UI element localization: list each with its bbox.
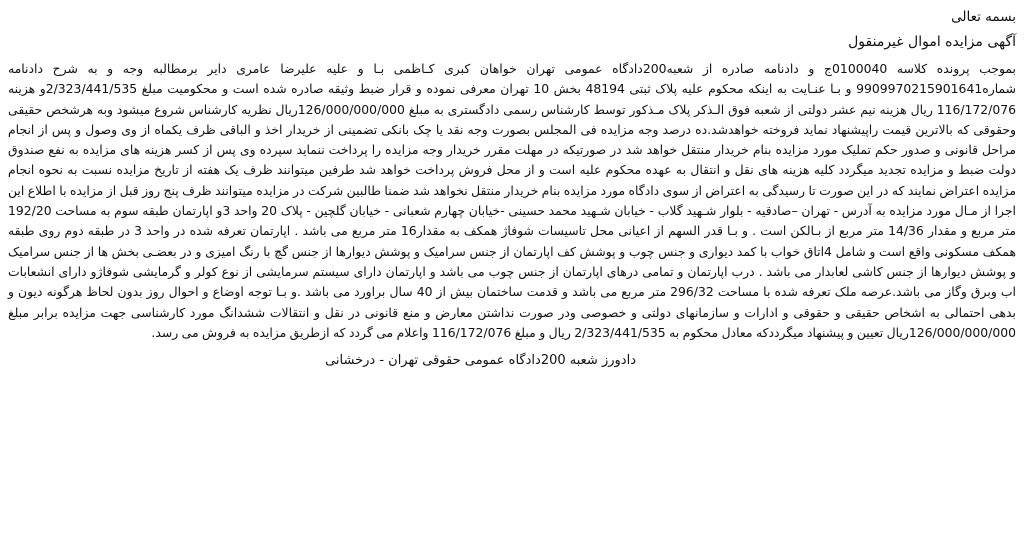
basmala-heading: بسمه تعالی xyxy=(951,9,1016,25)
notice-body: بموجب پرونده کلاسه 0100040ج و دادنامه صادره از شعبه200دادگاه عمومی تهران خواهان کبری کـاظمی بـا و علیه علیرضا عامری دایر برمطالبه وجه و به شرح دادنامه شماره9909970215901641 و بـا عنـایت به اینکه محکوم علیه پلاک ثبتی 48194 بخش 10 تهران معرفی نموده و قرار ضبط وثیقه صادره شده است و محکومیت مبلغ 2/323/441/535و هزینه 116/172/076 ریال هزینه نیم عشر دولتی از شعبه فوق الـذکر پلاک مـذکور توسط کارشناس رسمی دادگستری به مبلغ 126/000/000/000ریال نظریه کارشناس شروع میشود وبه هرشخص حقیقی وحقوقی که بالاترین قیمت راپیشنهاد نماید فروخته خواهدشد.ده درصد وجه مزایده فی المجلس بصورت وجه نقد یا چک بانکی تضمینی از خریدار اخذ و الباقی ظرف یکماه از وی وصول و پس از انجام مراحل قانونی و صدور حکم تملیک مورد مزایده بنام خریدار منتقل خواهد شد در صورتیکه در مهلت مقرر خریدار وجه مزایده را پرداخت ننماید سپرده وی پس از کسر هزینه های مزایده به نفع صندوق دولت ضبط و مزایده تجدید میگردد کلیه هزینه های نقل و انتقال به عهده محکوم علیه است و از محل فروش پرداخت خواهد شد طرفین میتوانند ظرف یک هفته از تاریخ مزایده نسبت به نحوه انجام مزایده اعتراض نمایند که در این صورت تا رسیدگی به اعتراض از سوی دادگاه مورد مزایده بنام خریدار منتقل نخواهد شد ضمنا طالبین شرکت در مزایده میتوانند ظرف پنج روز قبل از مزایده با اطلاع این اجرا از مـال مورد مزایده به آدرس - تهران –صادقیه - بلوار شـهید گلاب - خیابان شـهید محمد حسینی -خیابان چهارم شعبانی - خیابان گلچین - پلاک 20 واحد 3و اپارتمان طبقه سوم به مساحت 192/20 متر مربع و مقدار 14/36 متر مربع از بـالکن است . و بـا قدر السهم از اعیانی محل تاسیسات شوفاژ همکف به مقدار16 متر مربع می باشد . اپارتمان تعرفه شده در واحد 3 در طبقه دوم روی طبقه همکف مسکونی واقع است و شامل 4اتاق خواب با کمد دیواری و جنس چوب و پوشش کف اپارتمان از جنس سرامیک و پوشش دیوارها از جنس گچ با رنگ امیزی و در بعضـی بخش ها از جنس سرامیک و پوشش دیوارها از جنس کاشی لعابدار می باشد . درب اپارتمان و تمامی درهای اپارتمان از جنس چوب می باشد و اپارتمان دارای سیستم سرمایشی از نوع کولر و گرمایشی شوفاژو دارای انشعابات اب وبرق وگاز می باشد.عرصه ملک تعرفه شده با مساحت 296/32 متر مربع می باشد و قدمت ساختمان بیش از 40 سال براورد می باشد .و بـا توجه اوضاع و احوال روز بدون لحاظ هرگونه دیون و بدهی احتمالی به اشخاص حقیقی و حقوقی و ادارات و سازمانهای دولتی و خصوصی ودر صورت نداشتن معارض و منع قانونی در نقل و انتقالات ششدانگ مورد کارشناسی جهت مزایده برابر مبلغ 126/000/000/000ریال تعیین و پیشنهاد میگرددکه معادل محکوم به 2/323/441/535 ریال و مبلغ 116/172/076 واعلام می گردد که ازطریق مزایده به فروش می رسد. xyxy=(8,61,1017,340)
notice-signature: دادورز شعبه 200دادگاه عمومی حقوقی تهران - درخشانی xyxy=(325,353,636,369)
notice-title: آگهی مزایده اموال غیرمنقول xyxy=(848,34,1016,50)
auction-notice xyxy=(8,6,1016,371)
